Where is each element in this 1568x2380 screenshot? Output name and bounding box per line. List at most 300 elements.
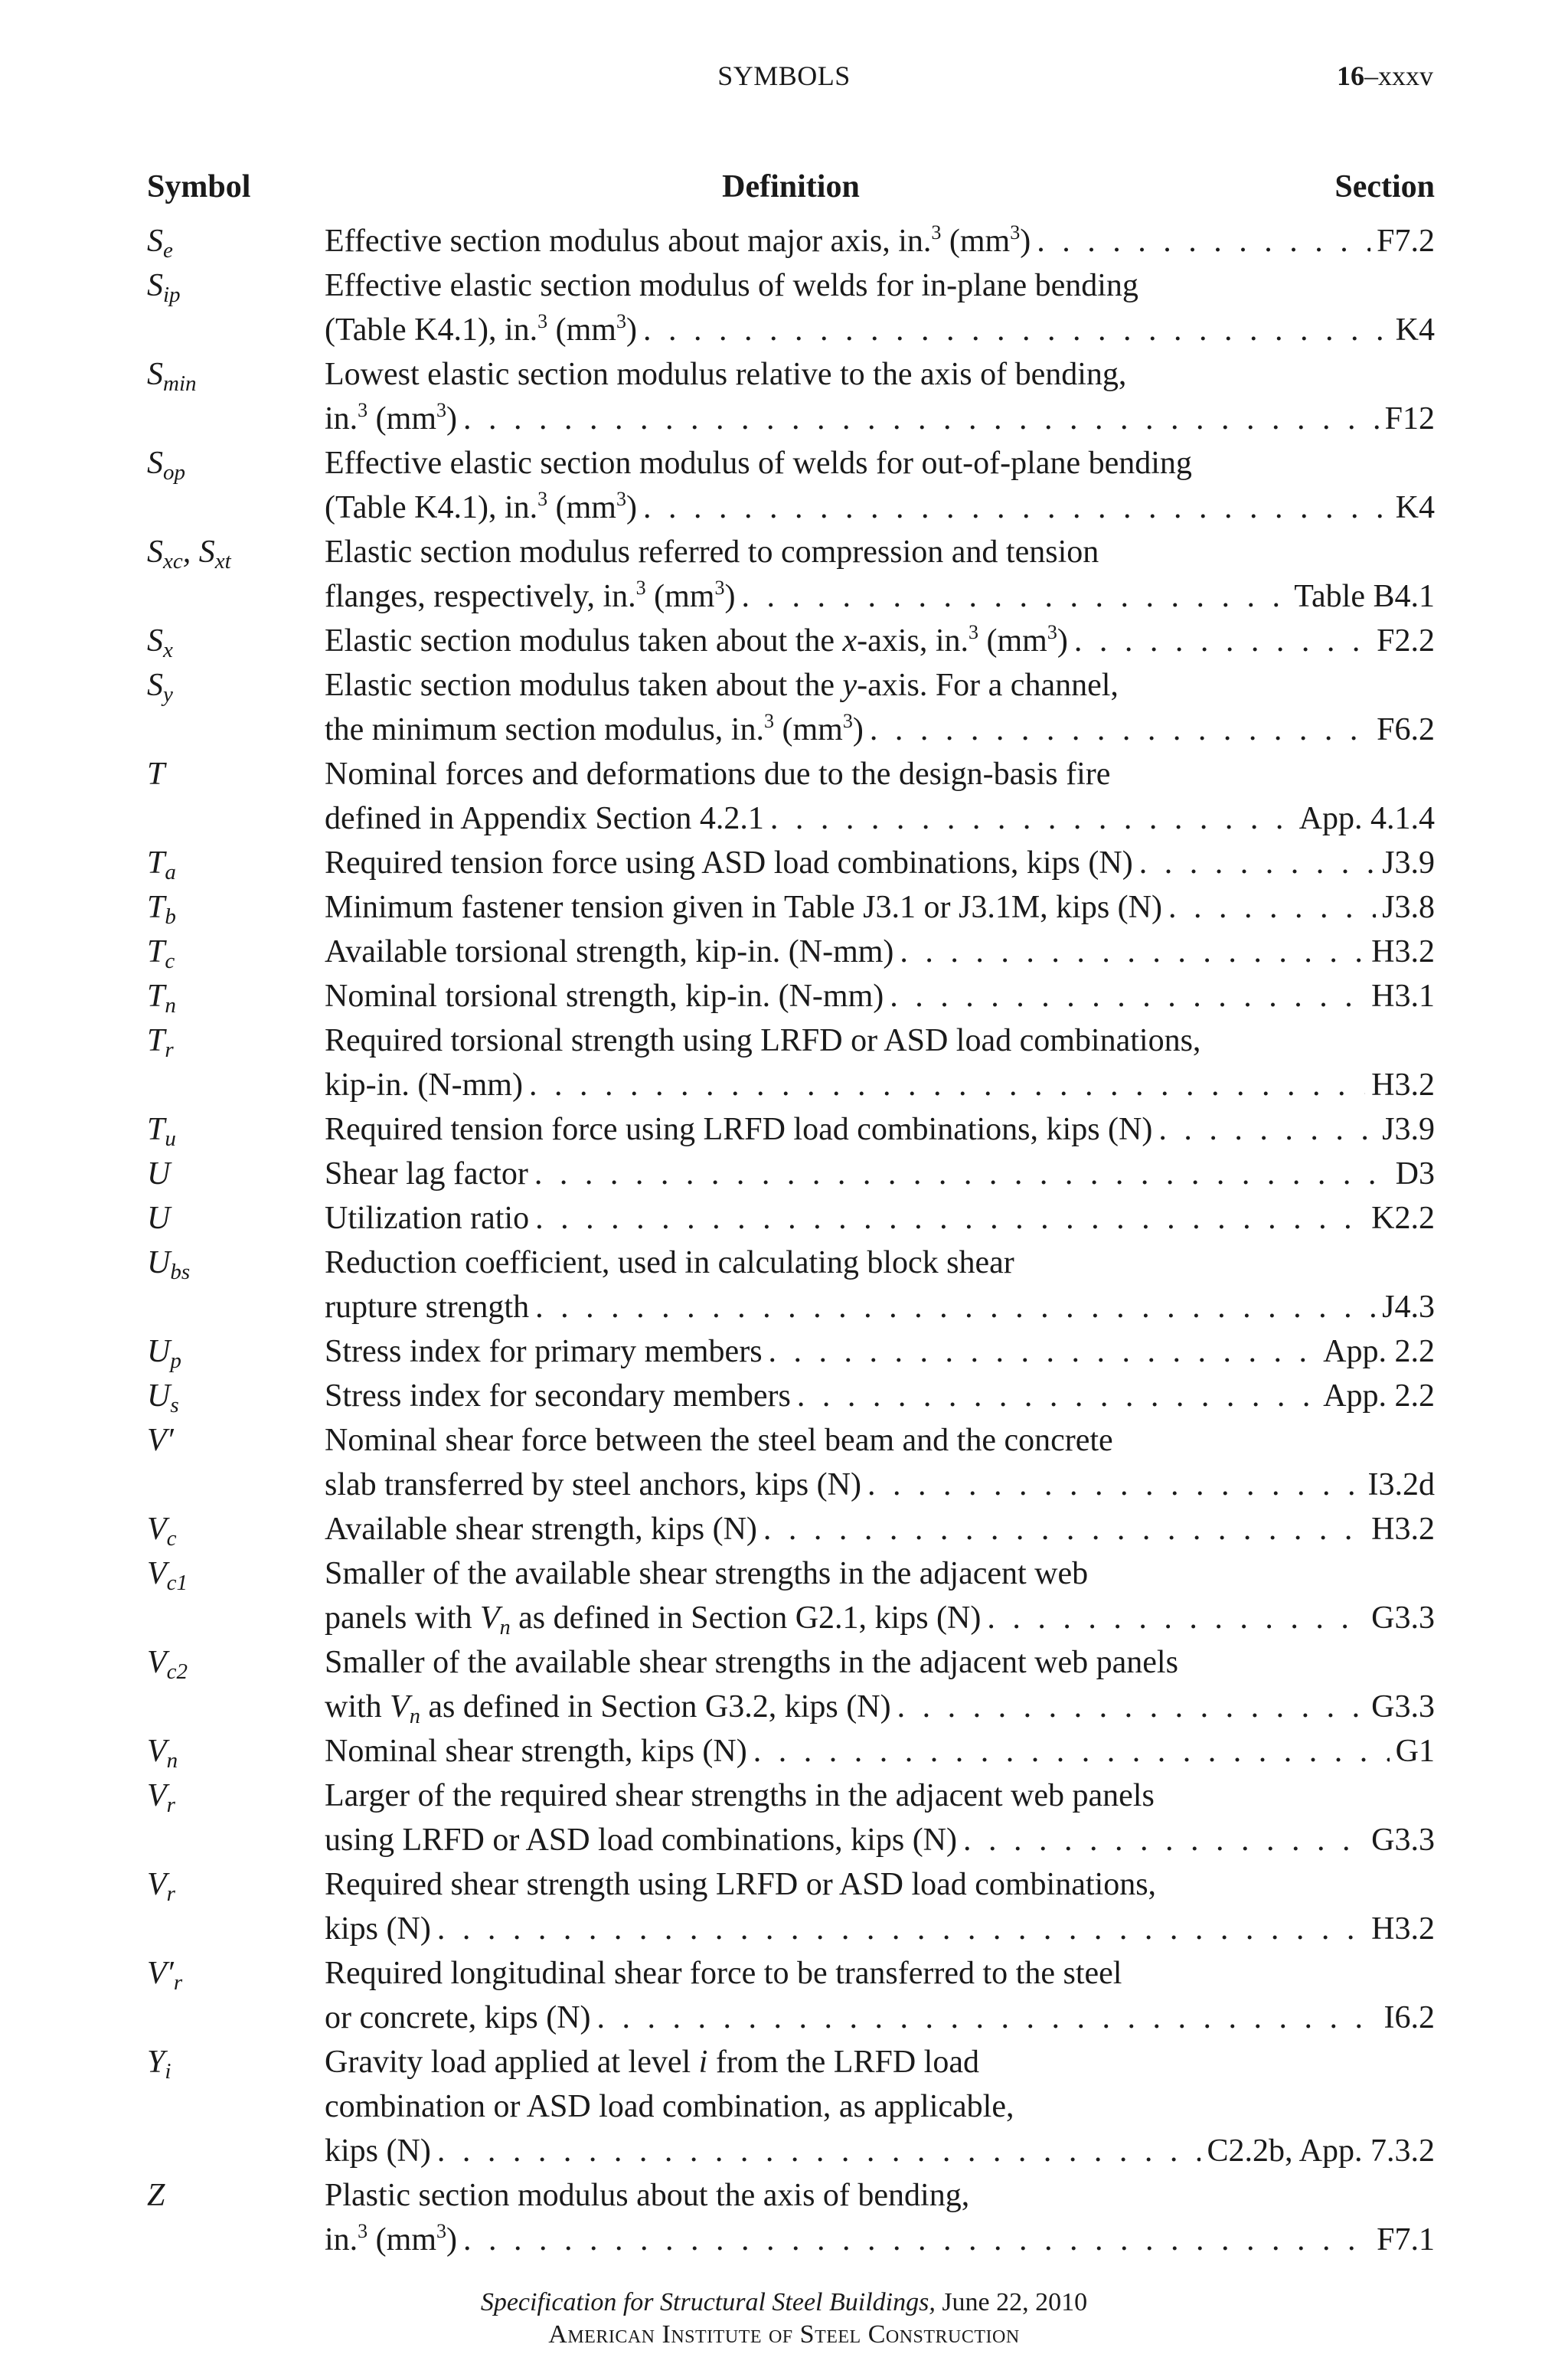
symbol-subscript: r [166, 1881, 175, 1906]
symbol-subscript: c2 [166, 1659, 188, 1684]
definition-line [325, 930, 1435, 974]
definition [325, 1241, 1435, 1329]
definition-line [325, 1907, 1435, 1951]
definition-text-part: Shear lag factor [325, 1156, 528, 1192]
symbol-subscript: xt [214, 549, 231, 574]
variable-subscript: n [409, 1705, 420, 1728]
footer-publisher: American Institute of Steel Construction [548, 2320, 1020, 2349]
symbol-subscript: u [165, 1126, 176, 1151]
symbol-letter: V′ [147, 1956, 174, 1991]
symbol-entry [147, 1729, 1435, 1774]
symbol: $S_{xc}$, $S_{xt}$ [147, 535, 231, 574]
symbol-letter: T [147, 1112, 165, 1147]
page-number-roman: –xxxv [1364, 60, 1433, 91]
definition-line [325, 397, 1435, 441]
definition [325, 219, 1435, 263]
superscript: 3 [714, 577, 725, 599]
footer-date: June 22, 2010 [935, 2288, 1088, 2316]
section-reference: K4 [1395, 490, 1435, 525]
definition-text [325, 1018, 1200, 1063]
symbol-letter: S [147, 357, 163, 392]
definition-text [325, 2218, 457, 2262]
italic-variable: i [698, 2045, 708, 2080]
definition-text [325, 530, 1099, 574]
units-mm: (mm [986, 623, 1047, 659]
symbol-subscript: bs [170, 1260, 191, 1284]
symbol-entry [147, 663, 1435, 752]
definition [325, 1729, 1435, 1774]
symbol [147, 1018, 323, 1072]
leader-dots [1037, 219, 1370, 263]
section-reference: F6.2 [1377, 712, 1435, 747]
section-reference: H3.2 [1371, 934, 1435, 969]
section-reference: H3.2 [1371, 1512, 1435, 1547]
symbol-letter: V [147, 1645, 167, 1680]
definition-line [325, 619, 1435, 663]
symbol-letter: V [147, 1734, 167, 1769]
symbol-subscript: r [166, 1793, 175, 1817]
symbol-letter: Y [147, 2045, 165, 2080]
italic-variable: x [842, 623, 858, 659]
symbol-entry [147, 441, 1435, 530]
section-reference: I3.2d [1367, 1467, 1435, 1502]
definition [325, 352, 1435, 441]
definition-text-part: Required longitudinal shear force to be transferred to the steel [325, 1956, 1122, 1991]
footer-title [0, 2287, 1568, 2319]
section-reference: G3.3 [1371, 1689, 1435, 1725]
definition-text [325, 1374, 791, 1418]
leader-dots [529, 1063, 1365, 1107]
definition-line [325, 1818, 1435, 1862]
symbol-entry [147, 930, 1435, 974]
symbol-subscript: xc [163, 549, 183, 574]
symbol-entry [147, 530, 1435, 619]
symbol-entry [147, 263, 1435, 352]
units-close: ) [626, 312, 637, 348]
definition [325, 441, 1435, 530]
section-reference: F7.2 [1377, 224, 1435, 259]
section-reference: J3.8 [1382, 890, 1435, 925]
definition-text-part: Effective elastic section modulus of welds for in-plane bending [325, 268, 1138, 303]
definition [325, 930, 1435, 974]
symbol-subscript: y [163, 682, 173, 707]
definition-text [325, 1063, 523, 1107]
symbol-subscript: i [165, 2059, 172, 2084]
definition-text-part: kips (N) [325, 2133, 431, 2169]
definition-text [325, 752, 1110, 796]
definition [325, 841, 1435, 885]
column-header-section: Section [1334, 169, 1435, 204]
definition-text [325, 1107, 1152, 1152]
definition-text [325, 796, 764, 841]
symbol [147, 1951, 323, 2005]
definition-text-part: Nominal shear force between the steel beam and the concrete [325, 1423, 1113, 1458]
definition-line [325, 1063, 1435, 1107]
definition [325, 530, 1435, 619]
superscript: 3 [635, 577, 646, 599]
definition-text [325, 1463, 861, 1507]
definition-line [325, 1152, 1435, 1196]
units-close: ) [1020, 224, 1031, 259]
section-reference: J3.9 [1382, 1112, 1435, 1147]
symbol-subscript: b [165, 904, 176, 929]
definition [325, 1862, 1435, 1951]
symbol-subscript: n [166, 1748, 178, 1773]
definition-line [325, 885, 1435, 930]
superscript: 3 [842, 710, 853, 732]
superscript: 3 [1010, 221, 1021, 244]
symbol [147, 752, 323, 796]
symbol-entry [147, 2040, 1435, 2173]
definition-text-part: Required tension force using ASD load combinations, kips (N) [325, 845, 1133, 881]
definition-text [325, 974, 884, 1018]
definition-line [325, 2173, 1435, 2218]
definition-text-part: defined in Appendix Section 4.2.1 [325, 801, 764, 836]
definition-line [325, 1418, 1435, 1463]
definition-text [325, 1418, 1113, 1463]
section-reference: F7.1 [1377, 2222, 1435, 2257]
section-reference: K4 [1395, 312, 1435, 348]
section-reference: K2.2 [1371, 1201, 1435, 1236]
definition-line [325, 1374, 1435, 1418]
definition-line [325, 752, 1435, 796]
symbol-letter: V [147, 1778, 167, 1813]
units-text: Effective section modulus about major axis, in. [325, 224, 932, 259]
section-reference: G3.3 [1371, 1823, 1435, 1858]
symbol-letter: V′ [147, 1423, 174, 1458]
definition [325, 2040, 1435, 2173]
symbol-subscript: r [173, 1970, 183, 1995]
symbol-letter: S [147, 268, 163, 303]
symbol [147, 1862, 323, 1916]
leader-dots [897, 1685, 1366, 1729]
definition-text [325, 2040, 979, 2084]
symbol-subscript: c1 [166, 1571, 188, 1595]
symbol-subscript: e [163, 238, 173, 263]
leader-dots [437, 2129, 1201, 2173]
definition-line [325, 1996, 1435, 2040]
definition-line [325, 796, 1435, 841]
leader-dots [643, 485, 1390, 530]
symbols-table [147, 161, 1435, 2262]
symbol-entry [147, 1774, 1435, 1862]
definition-line [325, 1685, 1435, 1729]
definition-line [325, 841, 1435, 885]
definition-text-part: Nominal shear strength, kips (N) [325, 1734, 747, 1769]
leader-dots [890, 974, 1365, 1018]
definition-text-part: Elastic section modulus taken about the [325, 623, 843, 659]
italic-variable: y [842, 668, 858, 703]
definition-text [325, 885, 1162, 930]
leader-dots [769, 1329, 1318, 1374]
units-text: the minimum section modulus, in. [325, 712, 764, 747]
symbol-entry [147, 1329, 1435, 1374]
definition-line [325, 1241, 1435, 1285]
definition-text-part: Smaller of the available shear strengths in the adjacent web panels [325, 1645, 1178, 1680]
definition-line [325, 1774, 1435, 1818]
units-close: ) [446, 401, 457, 436]
units-close: ) [724, 579, 736, 614]
symbol-subscript: op [163, 460, 185, 485]
definition-text [325, 2129, 431, 2173]
definition-text [325, 663, 1119, 708]
symbol-letter: U [147, 1245, 171, 1280]
symbol-letter: S [147, 623, 163, 659]
section-reference: J3.9 [1382, 845, 1435, 881]
superscript: 3 [616, 310, 626, 332]
superscript: 3 [358, 399, 368, 421]
definition-line [325, 2084, 1435, 2129]
definition-text [325, 441, 1192, 485]
definition-text-part: kip-in. (N-mm) [325, 1067, 523, 1103]
symbol-subscript: a [165, 860, 176, 884]
leader-dots [463, 397, 1379, 441]
symbol [147, 1152, 323, 1196]
definition-text-part: Smaller of the available shear strengths in the adjacent web [325, 1556, 1089, 1591]
italic-variable: $V_n$ [479, 1600, 511, 1640]
definition-text-part: Nominal forces and deformations due to the design-basis fire [325, 757, 1111, 792]
definition-text [325, 397, 457, 441]
symbol [147, 1640, 323, 1694]
definition [325, 1329, 1435, 1374]
symbol-entry [147, 2173, 1435, 2262]
definition [325, 2173, 1435, 2262]
definition-line [325, 663, 1435, 708]
definition-line [325, 1640, 1435, 1685]
definition-text-part: Required torsional strength using LRFD or ASD load combinations, [325, 1023, 1201, 1058]
section-reference: F12 [1384, 401, 1435, 436]
section-reference: H3.1 [1371, 979, 1435, 1014]
definition-text-part: Utilization ratio [325, 1201, 530, 1236]
definition-line [325, 530, 1435, 574]
symbol [147, 441, 323, 495]
symbol-entry [147, 1107, 1435, 1152]
definition-text-part: Lowest elastic section modulus relative to the axis of bending, [325, 357, 1127, 392]
symbol-subscript: ip [163, 283, 181, 307]
definition-text-part: Nominal torsional strength, kip-in. (N-mm) [325, 979, 884, 1014]
definition-text [325, 1285, 529, 1329]
symbol [147, 663, 323, 717]
symbol [147, 263, 323, 317]
definition-text [325, 1996, 591, 2040]
definition [325, 752, 1435, 841]
leader-dots [870, 708, 1370, 752]
definition-line [325, 2129, 1435, 2173]
column-header-symbol: Symbol [147, 169, 251, 204]
definition [325, 1551, 1435, 1640]
definition-line [325, 2040, 1435, 2084]
symbol-entry [147, 352, 1435, 441]
symbol-entry [147, 885, 1435, 930]
definition-line [325, 1862, 1435, 1907]
leader-dots [797, 1374, 1317, 1418]
symbol [147, 1774, 323, 1827]
units-mm: (mm [555, 490, 616, 525]
definition-line [325, 1196, 1435, 1241]
definition-text [325, 1685, 891, 1729]
definition-line [325, 1018, 1435, 1063]
definition-line [325, 1551, 1435, 1596]
symbol-entry [147, 1018, 1435, 1107]
section-reference: F2.2 [1377, 623, 1435, 659]
symbol-entry [147, 1551, 1435, 1640]
section-reference: App. 4.1.4 [1298, 801, 1435, 836]
definition-line [325, 219, 1435, 263]
section-reference: App. 2.2 [1323, 1334, 1435, 1369]
units-text: in. [325, 2222, 358, 2257]
section-reference: H3.2 [1371, 1067, 1435, 1103]
definition-text [325, 1951, 1122, 1996]
definition-text-part: Gravity load applied at level [325, 2045, 699, 2080]
definition-line [325, 974, 1435, 1018]
leader-dots [1074, 619, 1370, 663]
definition [325, 619, 1435, 663]
definition-line [325, 1285, 1435, 1329]
units-close: ) [1057, 623, 1068, 659]
definition [325, 1107, 1435, 1152]
definition-text-part: with [325, 1689, 390, 1725]
definition-text [325, 219, 1031, 263]
definition-text-part: as defined in Section G3.2, kips (N) [420, 1689, 891, 1725]
symbol-letter: V [147, 1867, 167, 1902]
definition [325, 263, 1435, 352]
definition-text-part: Minimum fastener tension given in Table J3.1 or J3.1M, kips (N) [325, 890, 1162, 925]
section-reference: H3.2 [1371, 1911, 1435, 1947]
definition [325, 974, 1435, 1018]
definition-text-part: Available torsional strength, kip-in. (N-mm) [325, 934, 894, 969]
page-footer [0, 2287, 1568, 2351]
symbol-letter: S [147, 668, 163, 703]
definition-line [325, 1463, 1435, 1507]
definition-text [325, 1640, 1178, 1685]
definition-line [325, 485, 1435, 530]
definition [325, 663, 1435, 752]
definition-text [325, 308, 637, 352]
definition-line [325, 263, 1435, 308]
symbol-letter: U [147, 1378, 171, 1414]
symbol-subscript: s [170, 1393, 179, 1417]
definition-line [325, 1951, 1435, 1996]
symbol-letter: T [147, 979, 165, 1014]
symbol-entry [147, 1507, 1435, 1551]
section-reference: G1 [1395, 1734, 1435, 1769]
symbol-subscript: p [170, 1349, 181, 1373]
units-text: flanges, respectively, in. [325, 579, 636, 614]
symbol-entry [147, 1374, 1435, 1418]
section-reference: C2.2b, App. 7.3.2 [1207, 2133, 1435, 2169]
leader-dots [463, 2218, 1370, 2262]
definition-line [325, 1729, 1435, 1774]
units-mm: (mm [375, 401, 436, 436]
leader-dots [535, 1285, 1376, 1329]
column-header-definition: Definition [722, 169, 860, 204]
definition-text [325, 930, 893, 974]
definition-text [325, 2173, 969, 2218]
definition-text [325, 1862, 1156, 1907]
symbol-entry [147, 1640, 1435, 1729]
definition [325, 1196, 1435, 1241]
italic-variable: $V_n$ [390, 1689, 420, 1728]
symbol-letter: U [147, 1334, 171, 1369]
units-mm: (mm [375, 2222, 436, 2257]
units-mm: (mm [555, 312, 616, 348]
definition-text-part: Larger of the required shear strengths in the adjacent web panels [325, 1778, 1155, 1813]
definition [325, 1374, 1435, 1418]
definition-line [325, 308, 1435, 352]
definition-text [325, 708, 864, 752]
definition-text [325, 1774, 1155, 1818]
leader-dots [1139, 841, 1376, 885]
section-reference: Table B4.1 [1294, 579, 1435, 614]
leader-dots [867, 1463, 1362, 1507]
symbol-entry [147, 1951, 1435, 2040]
definition-text: combination or ASD load combination, as applicable, [325, 2089, 1014, 2124]
section-reference: App. 2.2 [1323, 1378, 1435, 1414]
superscript: 3 [358, 2220, 368, 2242]
symbol [147, 352, 323, 406]
running-head [0, 57, 1568, 98]
page-number-bold: 16 [1337, 60, 1364, 91]
definition-text [325, 1241, 1014, 1285]
definition [325, 1152, 1435, 1196]
symbol-letter: T [147, 934, 165, 969]
symbol-subscript: min [163, 371, 197, 396]
superscript: 3 [968, 621, 978, 643]
definition-text [325, 1329, 763, 1374]
leader-dots [900, 930, 1365, 974]
superscript: 3 [436, 399, 446, 421]
leader-dots [763, 1507, 1365, 1551]
symbol-letter: S [147, 446, 163, 481]
units-mm: (mm [782, 712, 843, 747]
section-reference: J4.3 [1382, 1290, 1435, 1325]
definition-text [325, 841, 1133, 885]
symbol-letter: T [147, 757, 165, 792]
superscript: 3 [1047, 621, 1057, 643]
definition-text [325, 1507, 757, 1551]
definition-line [325, 441, 1435, 485]
definition [325, 1640, 1435, 1729]
superscript: 3 [537, 488, 548, 510]
definition-line [325, 2218, 1435, 2262]
definition-text-part: Stress index for primary members [325, 1334, 763, 1369]
leader-dots [741, 574, 1288, 619]
leader-dots [535, 1196, 1365, 1241]
entry-list [147, 219, 1435, 2262]
symbol-letter: S [147, 224, 163, 259]
leader-dots [770, 796, 1293, 841]
definition [325, 1774, 1435, 1862]
definition-line [325, 1596, 1435, 1640]
symbol-letter: V [147, 1556, 167, 1591]
definition-line [325, 1507, 1435, 1551]
units-mm: (mm [654, 579, 715, 614]
definition-text-part: slab transferred by steel anchors, kips (N) [325, 1467, 861, 1502]
symbol-subscript: r [165, 1038, 174, 1062]
leader-dots [1168, 885, 1376, 930]
table-header [147, 161, 1435, 219]
leader-dots [437, 1907, 1365, 1951]
definition-text-part: as defined in Section G2.1, kips (N) [510, 1600, 982, 1636]
superscript: 3 [537, 310, 548, 332]
units-text: -axis, in. [857, 623, 969, 659]
definition-line [325, 1329, 1435, 1374]
symbol-entry [147, 1241, 1435, 1329]
symbol-letter: T [147, 845, 165, 881]
definition-text-part: rupture strength [325, 1290, 530, 1325]
symbol-entry [147, 841, 1435, 885]
definition-line [325, 1107, 1435, 1152]
